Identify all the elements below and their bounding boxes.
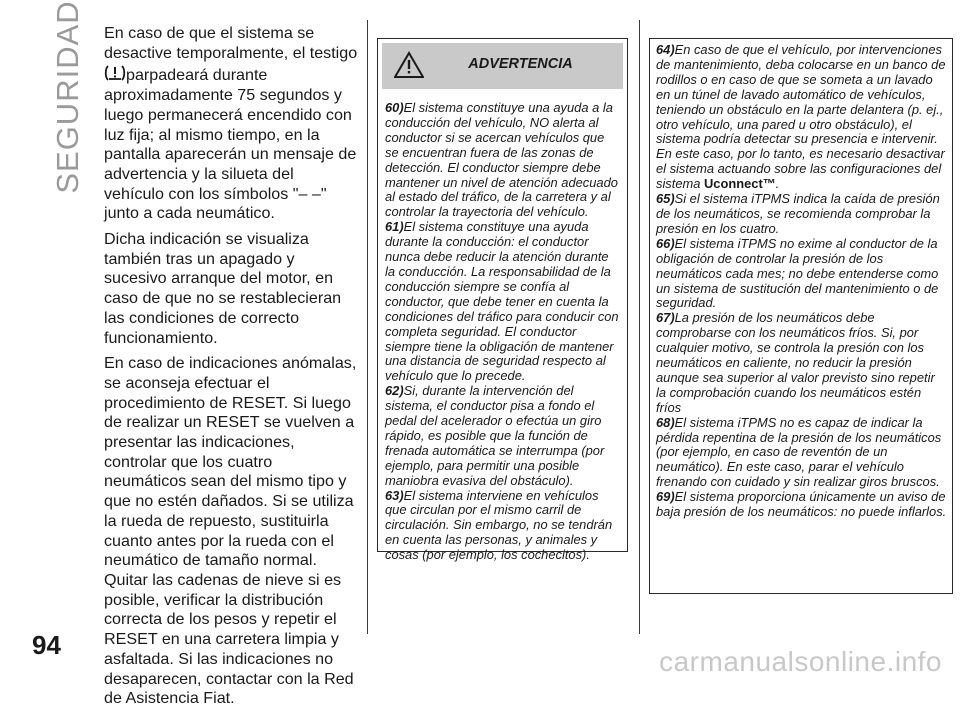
note-item (385, 220, 621, 384)
note-number: 67) (656, 310, 675, 326)
note-item (656, 416, 948, 491)
paragraph-1-end: parpadeará durante aproximadamente 75 segundos y luego permanecerá encendido con luz fija; al mismo tiempo, en la pantalla aparecerán un mensaje de advertencia y la silueta del vehículo con los símbolos "– –" junto a cada neumático. (104, 66, 357, 223)
note-number: 60) (385, 100, 404, 115)
note-item (656, 237, 948, 312)
paragraph-2: Dicha indicación se visualiza también tras un apagado y sucesivo arranque del motor, en caso de que no se restablecieran las condiciones de correcto funcionamiento. (104, 230, 342, 347)
note-number: 66) (656, 235, 675, 251)
page-number: 94 (32, 630, 61, 660)
column-divider-left (367, 20, 368, 634)
note-number: 69) (656, 489, 675, 505)
note-number: 61) (385, 219, 404, 235)
note-number: 63) (385, 487, 404, 503)
warning-box-left (377, 38, 628, 563)
note-number: 65) (656, 191, 675, 207)
warning-header (382, 43, 623, 89)
note-item (656, 311, 948, 415)
note-item (656, 490, 948, 520)
note-text: Si el sistema iTPMS indica la caída de presión de los neumáticos, se recomienda comprobar la presión en los cuatro. (656, 191, 940, 236)
note-item (656, 43, 948, 192)
note-item (656, 192, 948, 237)
column-divider-right (639, 20, 640, 634)
notes-left (378, 93, 627, 563)
section-title (50, 0, 86, 194)
note-tail: . (775, 176, 780, 192)
watermark: carmanualsonline.info (659, 646, 942, 677)
warning-title: ADVERTENCIA (468, 56, 573, 72)
section-title-text: SEGURIDAD (50, 0, 85, 194)
note-item (385, 101, 621, 220)
note-item (385, 384, 621, 488)
note-number: 62) (385, 383, 404, 399)
tire-pressure-warning-icon (104, 63, 126, 83)
note-text: El sistema iTPMS no exime al conductor de la obligación de controlar la presión de los neumáticos cada mes; no debe entenderse como un sistema de sustitución del mantenimiento o de seguridad. (656, 235, 939, 311)
note-bold-term: Uconnect™ (704, 176, 776, 192)
note-text: El sistema iTPMS no es capaz de indicar la pérdida repentina de la presión de los neumáticos (por ejemplo, en caso de reventón de un neumático). En este caso, parar el vehículo frenando con cuidado y sin realizar giros bruscos. (656, 414, 942, 490)
note-item (385, 489, 621, 564)
paragraph-1-start: En caso de que el sistema se desactive temporalmente, el testigo (104, 24, 358, 62)
note-number: 64) (656, 42, 675, 57)
note-text: El sistema constituye una ayuda durante la conducción: el conductor nunca debe reducir la atención durante la conducción. La responsabilidad de la conducción siempre se confía al conductor, que debe tener en cuenta la condiciones del tráfico para conducir con completa seguridad. El conductor siempre tiene la obligación de mantener una distancia de seguridad respecto al vehículo que lo precede. (385, 219, 619, 384)
body-column (104, 24, 358, 715)
note-text: El sistema proporciona únicamente un aviso de baja presión de los neumáticos: no puede inflarlos. (656, 489, 947, 520)
note-text: La presión de los neumáticos debe comprobarse con los neumáticos fríos. Si, por cualquier motivo, se controla la presión con los neumáticos en caliente, no reducir la presión aunque sea superior al valor previsto sino repetir la comprobación cuando los neumáticos estén fríos (656, 310, 935, 415)
note-text: En caso de que el vehículo, por intervenciones de mantenimiento, deba colocarse en un banco de rodillos o en caso de que se someta a un lavado en un túnel de lavado automático de vehículos, teniendo un obstáculo en la parte delantera (p. ej., otro vehículo, una pared u otro obstáculo), el sistema podría detectar su presencia e intervenir. En este caso, por lo tanto, es necesario desactivar el sistema actuando sobre las configuraciones del sistema (656, 42, 946, 192)
notes-right (650, 39, 952, 520)
note-text: El sistema interviene en vehículos que circulan por el mismo carril de circulación. Sin embargo, no se tendrán en cuenta las personas, y animales y cosas (por ejemplo, los cochecitos). (385, 487, 613, 563)
note-text: Si, durante la intervención del sistema, el conductor pisa a fondo el pedal del acelerador o efectúa un giro rápido, es posible que la función de frenada automática se interrumpa (por ejemplo, para permitir una posible maniobra evasiva del obstáculo). (385, 383, 605, 488)
warning-box-right (649, 38, 953, 594)
paragraph-3: En caso de indicaciones anómalas, se aconseja efectuar el procedimiento de RESET. Si luego de realizar un RESET se vuelven a presentar las indicaciones, controlar que los cuatro neumáticos sean del mismo tipo y que no estén dañados. Si se utiliza la rueda de repuesto, sustituirla cuanto antes por la rueda con el neumático de tamaño normal. Quitar las cadenas de nieve si es posible, verificar la distribución correcta de los pesos y repetir el RESET en una carretera limpia y asfaltada. Si las indicaciones no desaparecen, contactar con la Red de Asistencia Fiat. (104, 354, 357, 708)
note-number: 68) (656, 414, 675, 430)
paragraph-1 (104, 24, 358, 224)
note-text: El sistema constituye una ayuda a la conducción del vehículo, NO alerta al conductor si se acercan vehículos que se encuentran fuera de las zonas de detección. El conductor siempre debe mantener un nivel de atención adecuado al estado del tráfico, de la carretera y al controlar la trayectoria del vehículo. (385, 100, 618, 220)
